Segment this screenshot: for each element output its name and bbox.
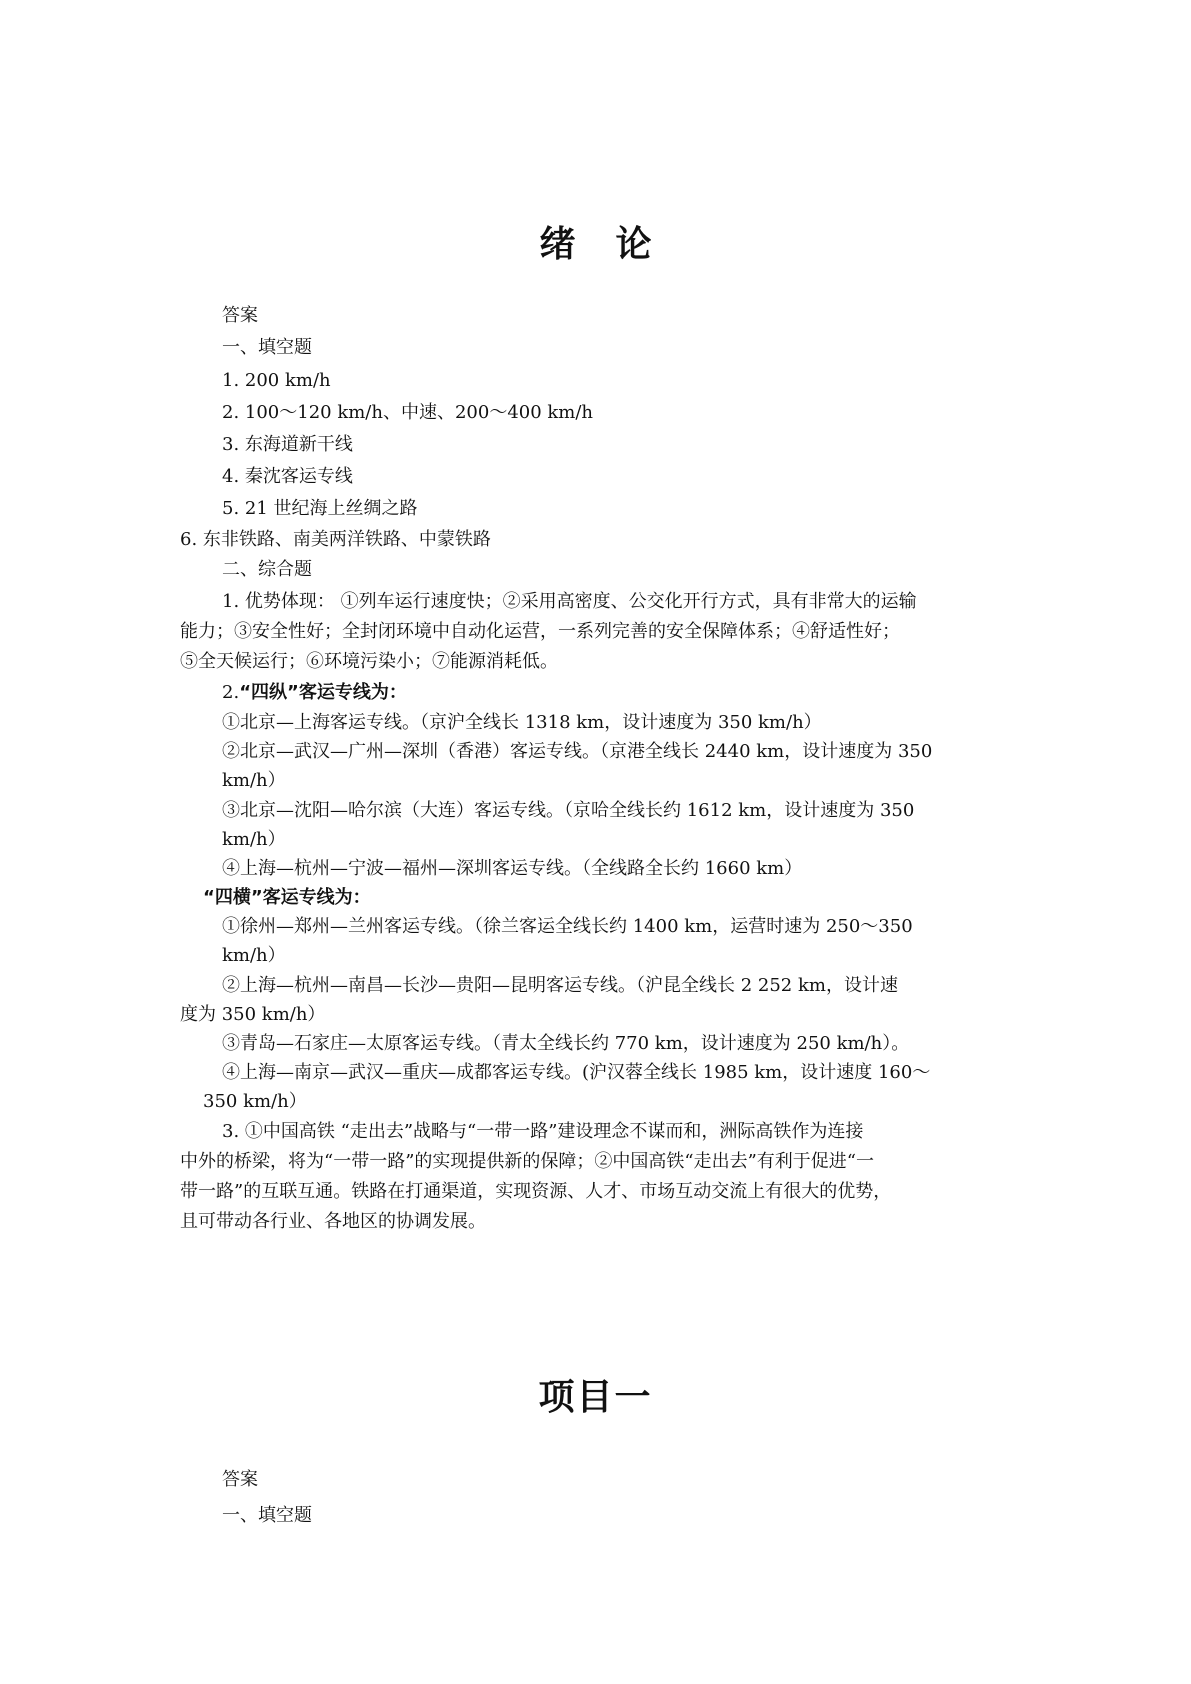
q3-line: 带一路”的互联互通。铁路在打通渠道，实现资源、人才、市场互动交流上有很大的优势，	[180, 1181, 892, 1202]
q2-heading	[222, 681, 407, 705]
fill-blank-item: 4. 秦沈客运专线	[222, 466, 353, 487]
comprehensive-heading: 二、综合题	[222, 559, 312, 580]
vertical-line-item: ①北京—上海客运专线。（京沪全线长 1318 km，设计速度为 350 km/h）	[222, 712, 822, 733]
fill-blank-item: 6. 东非铁路、南美两洋铁路、中蒙铁路	[180, 529, 491, 550]
fill-blank-item: 1. 200 km/h	[222, 370, 331, 391]
q1-line: 1. 优势体现： ①列车运行速度快；②采用高密度、公交化开行方式，具有非常大的运输	[222, 591, 917, 612]
fill-blank-item: 5. 21 世纪海上丝绸之路	[222, 498, 418, 519]
vertical-line-item: ②北京—武汉—广州—深圳（香港）客运专线。（京港全线长 2440 km，设计速度为 350	[222, 741, 933, 762]
q3-line: 中外的桥梁，将为“一带一路”的实现提供新的保障；②中国高铁“走出去”有利于促进“一	[180, 1151, 875, 1172]
section-title-project-one: 项目一	[538, 1377, 653, 1418]
vertical-line-item: ③北京—沈阳—哈尔滨（大连）客运专线。（京哈全线长约 1612 km，设计速度为 350	[222, 800, 915, 821]
horizontal-line-item: km/h）	[222, 945, 286, 966]
vertical-line-item: km/h）	[222, 829, 286, 850]
fill-blank-heading: 一、填空题	[222, 337, 312, 358]
horizontal-line-item: ②上海—杭州—南昌—长沙—贵阳—昆明客运专线。（沪昆全线长 2 252 km，设计速	[222, 975, 898, 996]
answer-label: 答案	[222, 305, 258, 326]
q2-heading-text: “四纵”客运专线为：	[239, 682, 407, 703]
q1-line: 能力；③安全性好；全封闭环境中自动化运营，一系列完善的安全保障体系；④舒适性好；	[180, 621, 900, 642]
q2-number: 2.	[222, 682, 240, 703]
horizontal-lines-heading: “四横”客运专线为：	[203, 887, 371, 908]
q3-line: 且可带动各行业、各地区的协调发展。	[180, 1211, 486, 1232]
horizontal-line-item: 350 km/h）	[203, 1091, 307, 1112]
fill-blank-heading: 一、填空题	[222, 1505, 312, 1526]
fill-blank-item: 2. 100～120 km/h、中速、200～400 km/h	[222, 402, 594, 423]
section-title-intro: 绪论	[539, 224, 692, 265]
q1-line: ⑤全天候运行；⑥环境污染小；⑦能源消耗低。	[180, 651, 558, 672]
horizontal-line-item: 度为 350 km/h）	[180, 1004, 326, 1025]
vertical-line-item: km/h）	[222, 770, 286, 791]
q3-line: 3. ①中国高铁 “走出去”战略与“一带一路”建设理念不谋而和，洲际高铁作为连接	[222, 1121, 864, 1142]
fill-blank-item: 3. 东海道新干线	[222, 434, 353, 455]
horizontal-line-item: ①徐州—郑州—兰州客运专线。（徐兰客运全线长约 1400 km，运营时速为 250～350	[222, 916, 913, 937]
vertical-line-item: ④上海—杭州—宁波—福州—深圳客运专线。（全线路全长约 1660 km）	[222, 858, 803, 879]
horizontal-line-item: ④上海—南京—武汉—重庆—成都客运专线。(沪汉蓉全线长 1985 km，设计速度 160～	[222, 1062, 931, 1083]
answer-label: 答案	[222, 1469, 258, 1490]
horizontal-line-item: ③青岛—石家庄—太原客运专线。（青太全线长约 770 km，设计速度为 250 km/h）。	[222, 1033, 910, 1054]
